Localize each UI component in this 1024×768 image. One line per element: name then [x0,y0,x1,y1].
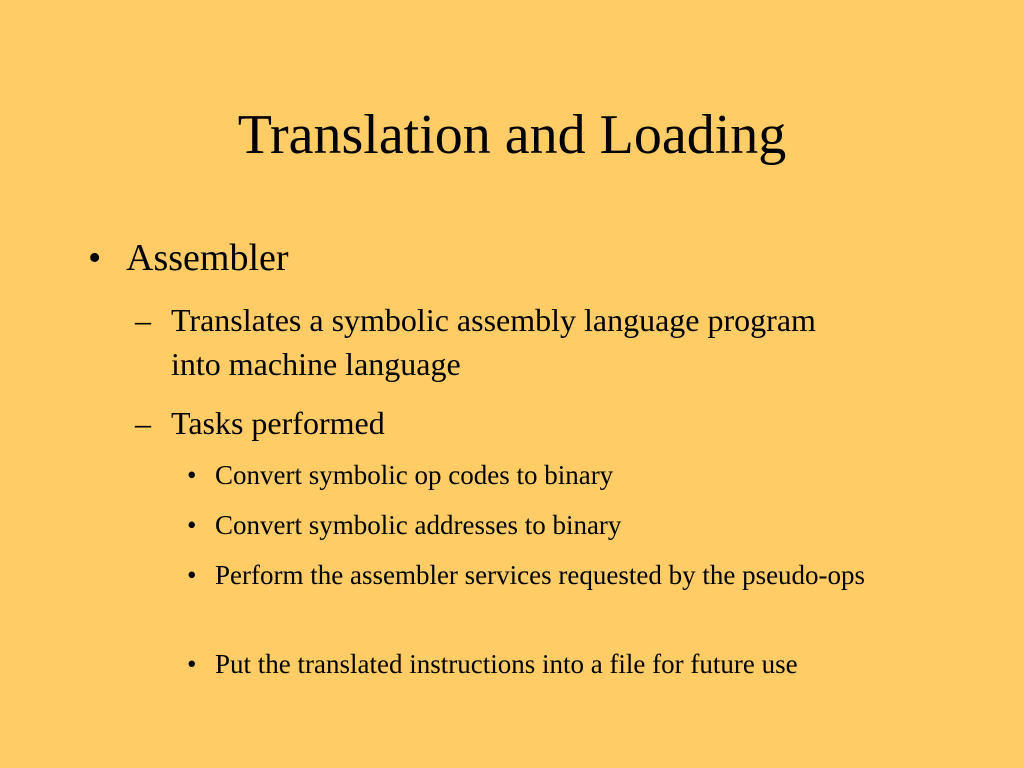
bullet-marker: • [88,237,102,279]
task-item-op-codes [187,455,907,495]
bullet-marker: • [187,649,197,679]
slide-title: Translation and Loading [237,104,787,166]
bullet-marker: • [187,510,197,540]
dash-marker: – [135,302,151,338]
task-item-file [187,644,907,684]
bullet-marker: • [187,560,197,590]
dash-marker: – [135,405,151,441]
task-item-text: Convert symbolic op codes to binary [215,460,614,490]
subbullet-tasks-performed [135,401,855,445]
task-item-text: Convert symbolic addresses to binary [215,510,622,540]
subbullet-text: Translates a symbolic assembly language program into machine language [171,302,816,382]
task-item-addresses [187,505,907,545]
bullet-text: Assembler [126,237,289,279]
subbullet-text: Tasks performed [171,405,385,441]
bullet-assembler [88,236,948,280]
task-item-pseudo-ops [187,555,907,595]
bullet-marker: • [187,460,197,490]
task-item-text: Put the translated instructions into a file for future use [215,649,798,679]
subbullet-translates [135,298,855,386]
task-item-text: Perform the assembler services requested by the pseudo-ops [215,560,866,590]
